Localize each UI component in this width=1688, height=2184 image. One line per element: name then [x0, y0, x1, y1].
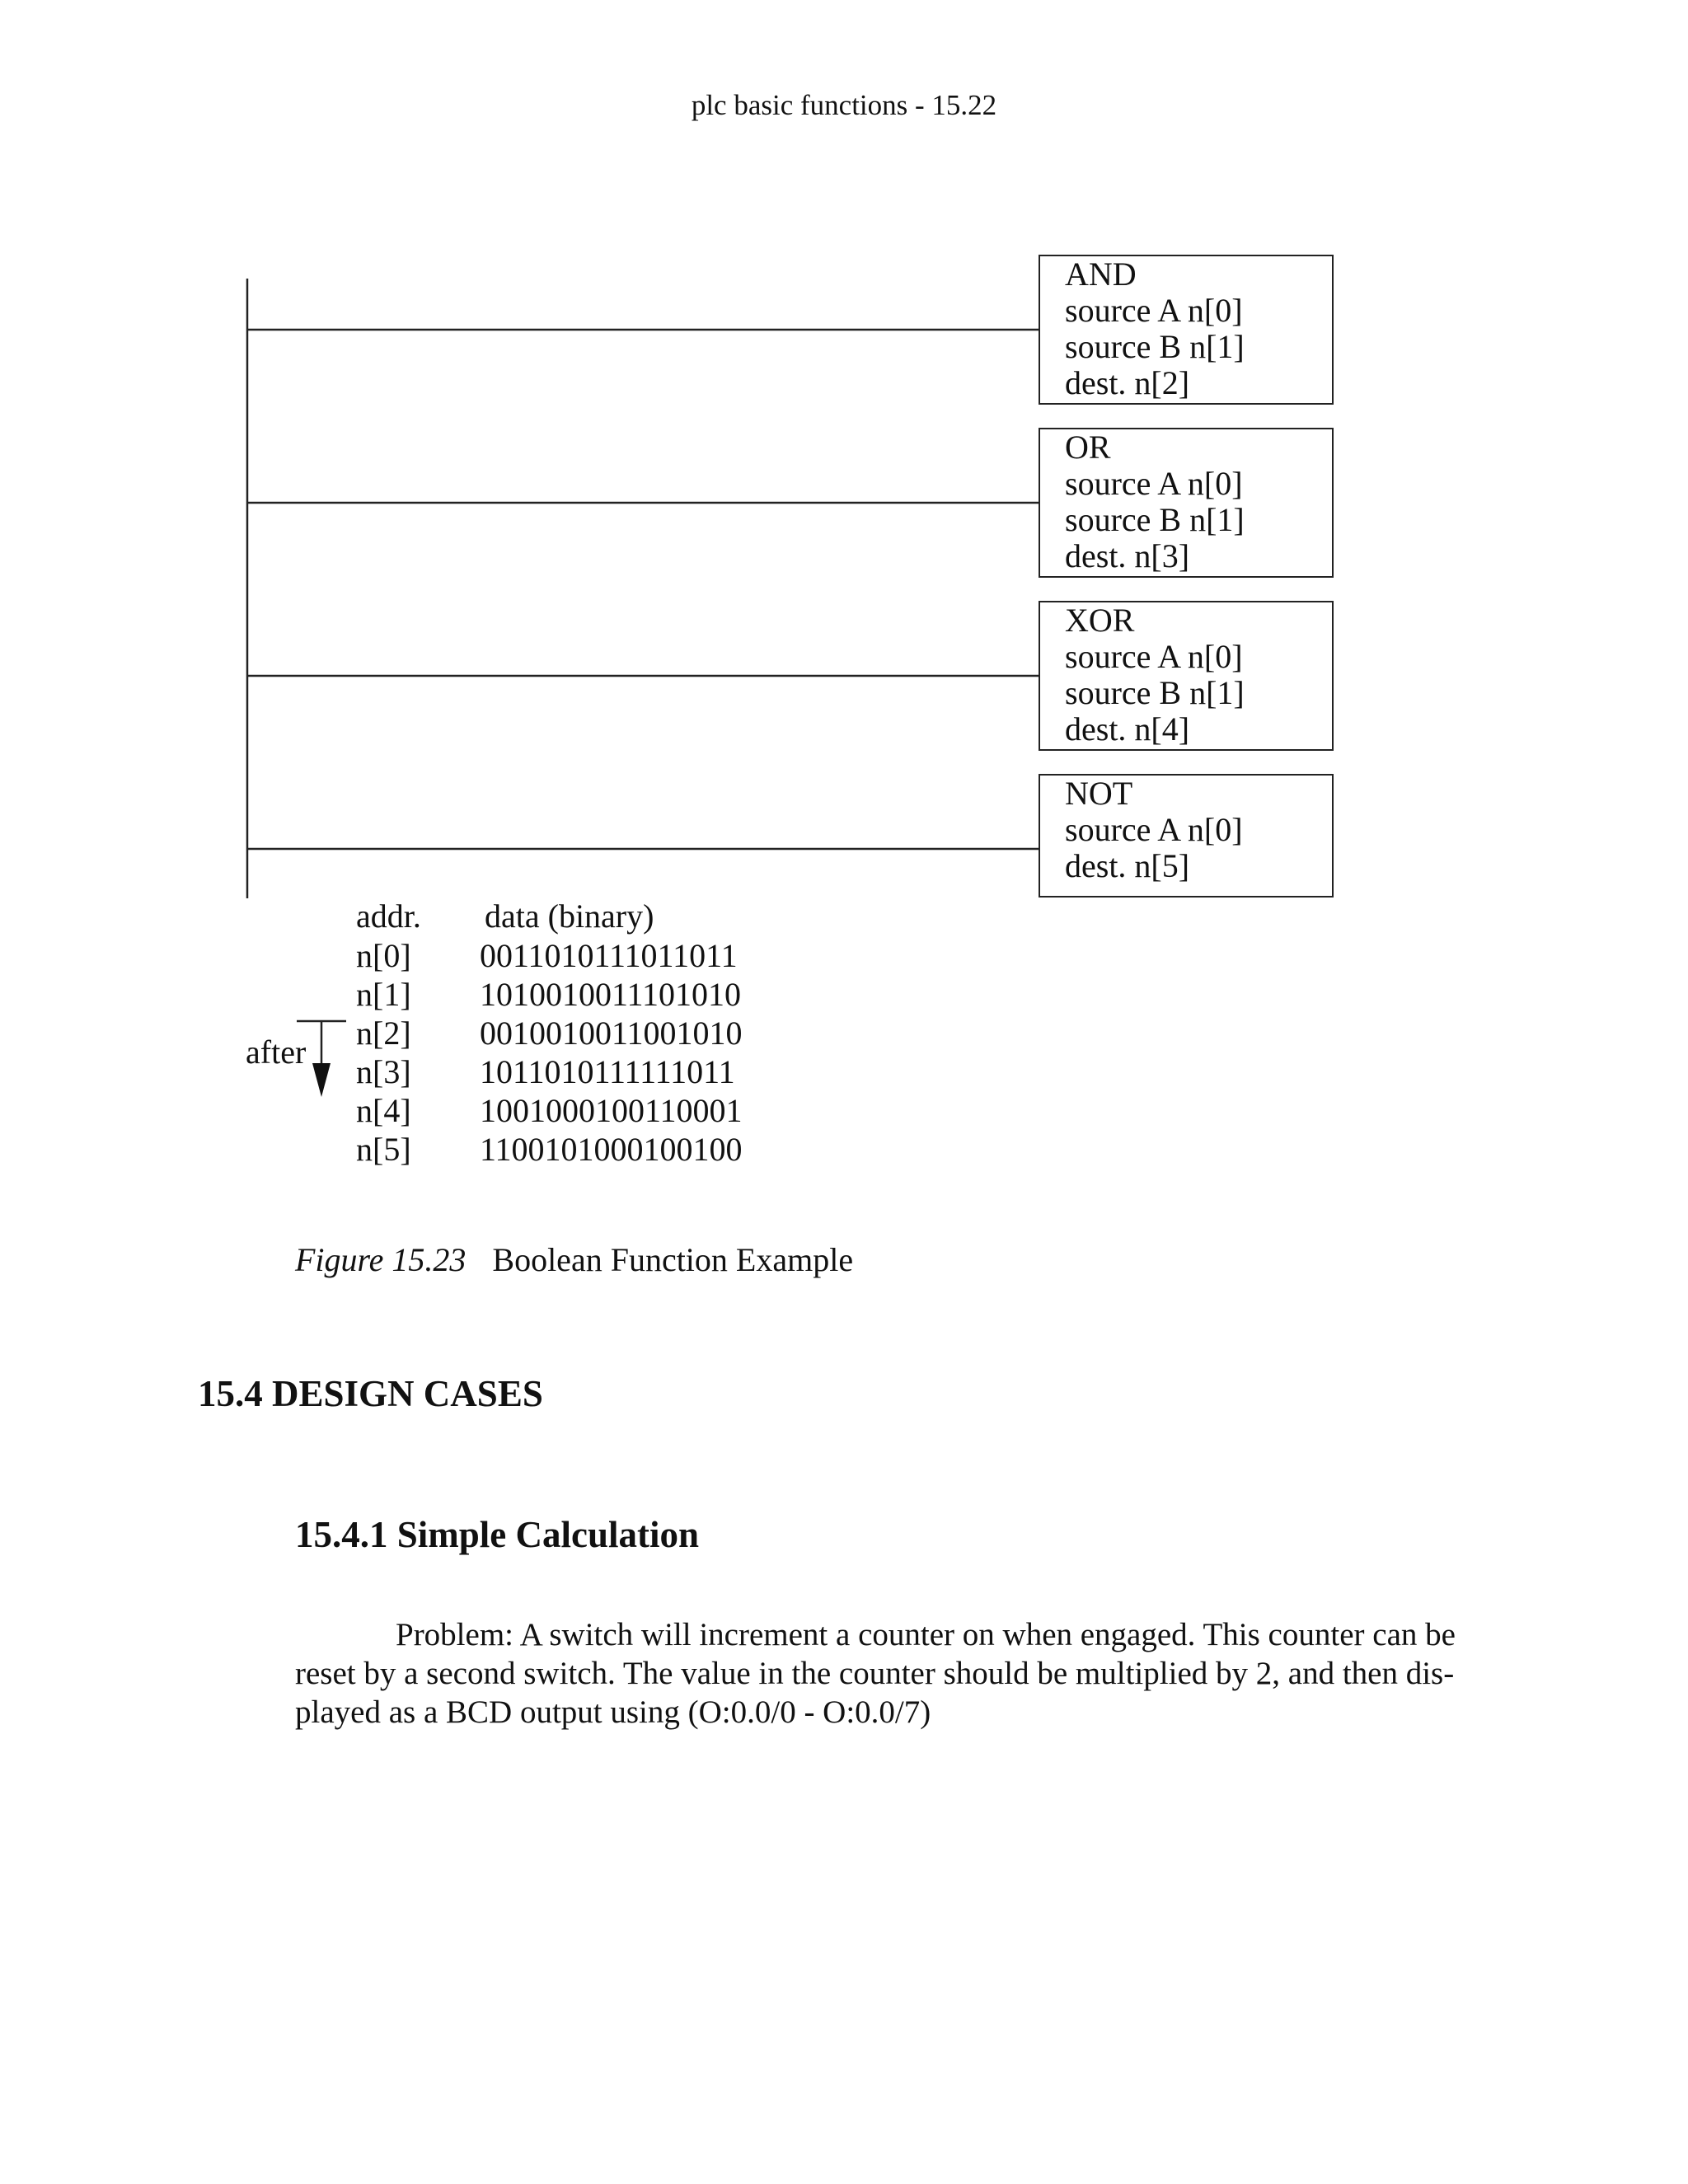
block-source-a: source A n[0]: [1065, 811, 1243, 848]
block-source-b: source B n[1]: [1065, 674, 1245, 711]
xor-block: [1039, 601, 1334, 751]
block-source-a: source A n[0]: [1065, 292, 1243, 329]
table-addr-cell: n[4]: [356, 1092, 411, 1129]
block-dest: dest. n[2]: [1065, 364, 1190, 401]
table-addr-cell: n[0]: [356, 937, 411, 974]
not-block: [1039, 774, 1334, 898]
block-source-a: source A n[0]: [1065, 638, 1243, 675]
problem-paragraph: [295, 1615, 1489, 1732]
paragraph-line: reset by a second switch. The value in the counter should be multiplied by 2, and then dis-: [295, 1656, 1455, 1691]
table-data-cell: 0010010011001010: [480, 1015, 743, 1052]
or-block: [1039, 428, 1334, 578]
figure-number: Figure 15.23: [295, 1241, 467, 1278]
after-label: after: [246, 1033, 307, 1071]
table-data-cell: 1001000100110001: [480, 1092, 743, 1129]
table-data-cell: 1011010111111011: [480, 1053, 735, 1090]
section-heading: 15.4 DESIGN CASES: [198, 1373, 543, 1414]
figure-caption: [295, 1240, 853, 1279]
block-source-b: source B n[1]: [1065, 328, 1245, 365]
table-addr-cell: n[3]: [356, 1053, 411, 1090]
block-dest: dest. n[3]: [1065, 537, 1190, 574]
block-dest: dest. n[5]: [1065, 847, 1190, 884]
paragraph-line: played as a BCD output using (O:0.0/0 - O:0.0/7): [295, 1694, 931, 1730]
table-data-cell: 1100101000100100: [480, 1131, 743, 1168]
table-addr-cell: n[2]: [356, 1015, 411, 1052]
block-title: OR: [1065, 429, 1111, 466]
table-header-data: data (binary): [485, 898, 654, 935]
block-source-b: source B n[1]: [1065, 501, 1245, 538]
paragraph-line: Problem: A switch will increment a counter on when engaged. This counter can be: [396, 1617, 1456, 1652]
table-addr-cell: n[5]: [356, 1131, 411, 1168]
block-dest: dest. n[4]: [1065, 710, 1190, 748]
table-data-cell: 0011010111011011: [480, 937, 738, 974]
table-data-cell: 1010010011101010: [480, 976, 742, 1013]
block-title: AND: [1065, 255, 1137, 293]
page-header: plc basic functions - 15.22: [691, 89, 997, 121]
and-block: [1039, 255, 1334, 405]
table-header-addr: addr.: [356, 898, 421, 935]
after-arrow-head: [312, 1063, 331, 1097]
block-source-a: source A n[0]: [1065, 465, 1243, 502]
block-title: NOT: [1065, 775, 1133, 812]
block-title: XOR: [1065, 602, 1135, 639]
figure-title: Boolean Function Example: [492, 1241, 854, 1278]
table-addr-cell: n[1]: [356, 976, 411, 1013]
subsection-heading: 15.4.1 Simple Calculation: [295, 1514, 700, 1555]
